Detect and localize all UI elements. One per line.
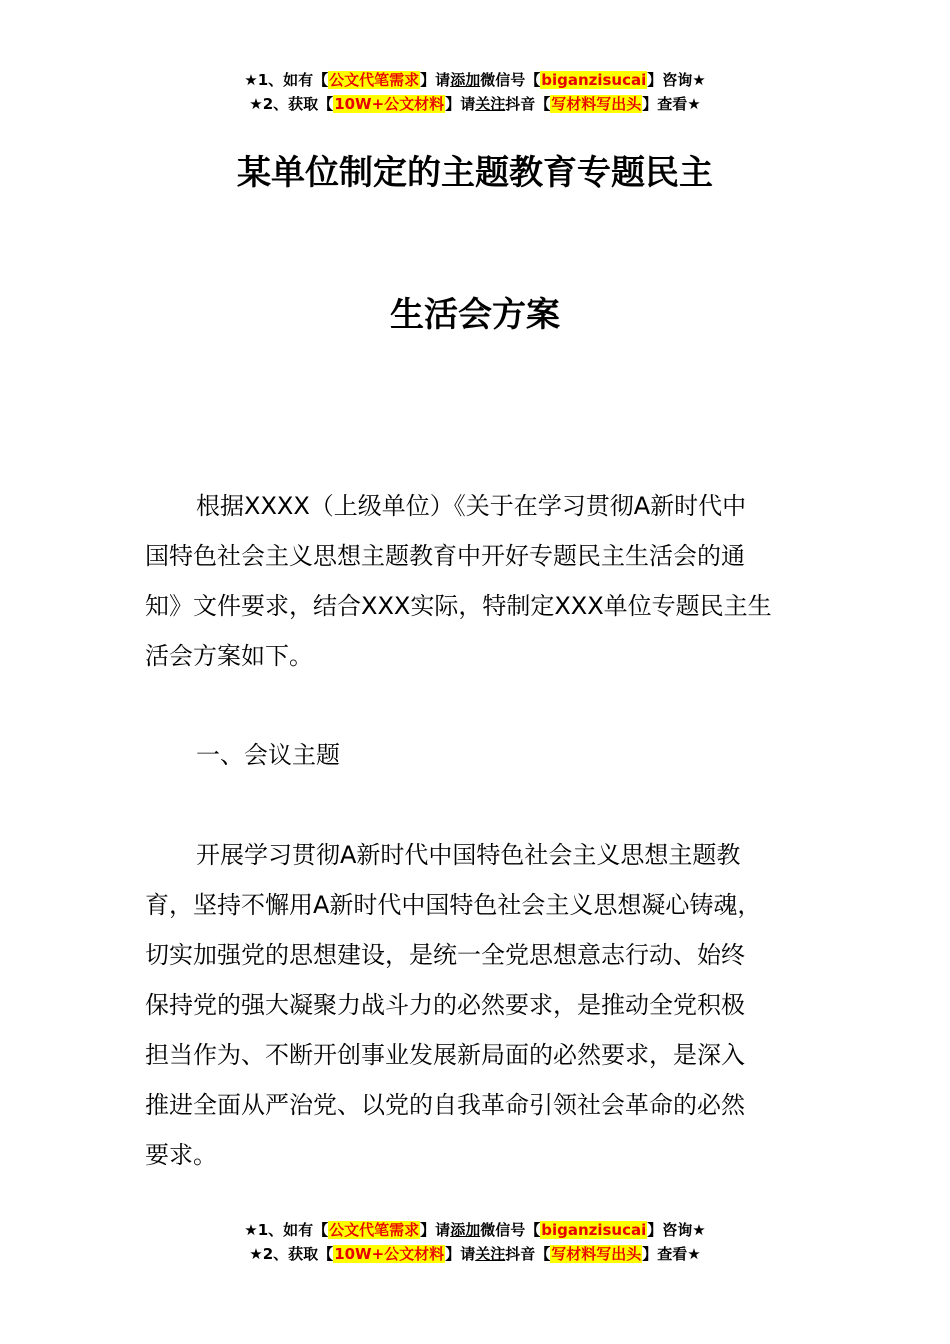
promo-line-2 (0, 1242, 950, 1266)
document-title-line-2: 生活会方案 (390, 295, 560, 335)
paragraph-line: 根据XXXX（上级单位）《关于在学习贯彻A新时代中 (196, 492, 747, 520)
paragraph-line: 开展学习贯彻A新时代中国特色社会主义思想主题教 (196, 841, 741, 869)
promo-text: ★1、如有【 (244, 1221, 329, 1239)
promo-text: 抖音【 (505, 95, 551, 113)
promo-text: 】咨询★ (647, 1221, 706, 1239)
promo-text: ★2、获取【 (249, 1245, 334, 1263)
promo-highlight: 公文代笔需求 (329, 71, 420, 89)
promo-text: 】请 (420, 1221, 451, 1239)
promo-text: 】咨询★ (647, 71, 706, 89)
promo-banner-top (0, 68, 950, 116)
promo-highlight: 公文代笔需求 (329, 1221, 420, 1239)
promo-line-2 (0, 92, 950, 116)
promo-text: 抖音【 (505, 1245, 551, 1263)
promo-emphasis: 关注 (475, 95, 506, 113)
paragraph-line: 要求。 (145, 1141, 217, 1169)
promo-emphasis: 添加 (450, 71, 481, 89)
theme-paragraph (145, 830, 835, 1180)
promo-emphasis: 添加 (450, 1221, 481, 1239)
paragraph-line: 保持党的强大凝聚力战斗力的必然要求，是推动全党积极 (145, 991, 745, 1019)
promo-banner-bottom (0, 1218, 950, 1266)
promo-line-1 (0, 1218, 950, 1242)
promo-highlight: 10W+公文材料 (334, 95, 445, 113)
paragraph-line: 活会方案如下。 (145, 642, 313, 670)
promo-text: 微信号【 (480, 1221, 541, 1239)
promo-emphasis: 关注 (475, 1245, 506, 1263)
promo-wechat-id: biganzisucai (541, 1221, 647, 1239)
promo-line-1 (0, 68, 950, 92)
promo-text: 微信号【 (480, 71, 541, 89)
section-heading (145, 730, 835, 780)
promo-text: 】请 (445, 1245, 476, 1263)
promo-douyin-id: 写材料写出头 (551, 95, 642, 113)
paragraph-line: 推进全面从严治党、以党的自我革命引领社会革命的必然 (145, 1091, 745, 1119)
promo-text: ★2、获取【 (249, 95, 334, 113)
document-title-line-1: 某单位制定的主题教育专题民主 (237, 153, 713, 193)
paragraph-line: 切实加强党的思想建设，是统一全党思想意志行动、始终 (145, 941, 745, 969)
promo-highlight: 10W+公文材料 (334, 1245, 445, 1263)
paragraph-line: 国特色社会主义思想主题教育中开好专题民主生活会的通 (145, 542, 745, 570)
paragraph-line: 育，坚持不懈用A新时代中国特色社会主义思想凝心铸魂， (145, 891, 762, 919)
paragraph-line: 知》文件要求，结合XXX实际，特制定XXX单位专题民主生 (145, 592, 772, 620)
promo-text: 】查看★ (642, 95, 701, 113)
promo-text: ★1、如有【 (244, 71, 329, 89)
promo-douyin-id: 写材料写出头 (551, 1245, 642, 1263)
promo-wechat-id: biganzisucai (541, 71, 647, 89)
promo-text: 】请 (445, 95, 476, 113)
promo-text: 】请 (420, 71, 451, 89)
section-heading-text: 一、会议主题 (196, 741, 340, 769)
intro-paragraph (145, 481, 835, 681)
paragraph-line: 担当作为、不断开创事业发展新局面的必然要求，是深入 (145, 1041, 745, 1069)
promo-text: 】查看★ (642, 1245, 701, 1263)
